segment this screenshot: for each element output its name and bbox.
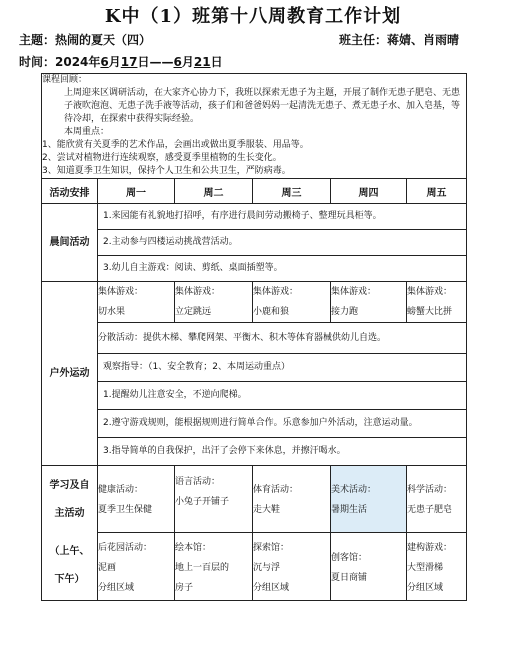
- outdoor-scatter-row: [42, 323, 467, 354]
- area-line: 探索馆：: [253, 543, 290, 553]
- game-title: 集体游戏：: [331, 287, 377, 297]
- time-sep: 日——: [137, 55, 174, 69]
- activity-title: 语言活动：: [175, 477, 221, 487]
- time-month2: 6: [173, 55, 182, 69]
- game-title: 集体游戏：: [98, 287, 144, 297]
- theme-text: 主题：热闹的夏天（四）: [19, 33, 152, 47]
- activity-title: 科学活动：: [407, 485, 453, 495]
- morning-item: 3.幼儿自主游戏：阅读、剪纸、桌面插塑等。: [103, 263, 283, 273]
- time-day1: 17: [120, 55, 138, 69]
- header-tue: 周二: [175, 179, 253, 204]
- outdoor-game-mon: [98, 282, 175, 323]
- teachers-text: 班主任：蒋婧、肖雨晴: [339, 33, 460, 47]
- area-line: 房子: [175, 583, 194, 593]
- guidance-tip: 2.遵守游戏规则，能根据规则进行简单合作。乐意参加户外活动，注意运动量。: [98, 410, 466, 438]
- header-thu: 周四: [331, 179, 407, 204]
- focus-item: 2、尝试对植物进行连续观察，感受夏季里植物的生长变化。: [42, 153, 282, 163]
- learning-label-line: （上午、: [49, 546, 90, 557]
- outdoor-game-fri: [407, 282, 467, 323]
- activity-name: 夏季卫生保健: [98, 505, 153, 515]
- review-heading: 课程回顾：: [42, 75, 88, 85]
- activity-name: 暑期生活: [331, 505, 368, 515]
- game-name: 立定跳远: [175, 307, 212, 317]
- page-title: K中（1）班第十八周教育工作计划: [104, 6, 402, 27]
- morning-item: 1.来园能有礼貌地打招呼，有序进行晨间劳动搬椅子、整理玩具柜等。: [98, 204, 466, 230]
- guidance-tip: 1.提醒幼儿注意安全，不逆向爬梯。: [98, 382, 466, 410]
- activity-name: 走大鞋: [253, 505, 281, 515]
- game-name: 接力跑: [331, 307, 359, 317]
- area-line: 创客馆：: [331, 553, 368, 563]
- area-row: [42, 533, 467, 601]
- area-line: 绘本馆：: [175, 543, 212, 553]
- learning-label: [42, 466, 98, 601]
- time-row: [19, 53, 223, 70]
- outdoor-label: 户外运动: [42, 282, 98, 466]
- outdoor-guidance-cell: [98, 354, 467, 466]
- spacer: [42, 528, 97, 538]
- focus-item: 3、知道夏季卫生知识，保持个人卫生和公共卫生，严防病毒。: [42, 166, 291, 176]
- activity-title: 健康活动：: [98, 485, 144, 495]
- time-day2: 21: [193, 55, 211, 69]
- area-line: 大型滑梯: [407, 563, 444, 573]
- review-cell: [42, 74, 467, 179]
- area-mon: [98, 533, 175, 601]
- morning-cell: [98, 204, 467, 282]
- focus-item: 1、能欣赏有关夏季的艺术作品，会画出或做出夏季服装、用品等。: [42, 140, 309, 150]
- learning-wed: [253, 466, 331, 533]
- time-month-label2: 月: [181, 55, 194, 69]
- game-title: 集体游戏：: [407, 287, 453, 297]
- learning-label-line: 学习及自: [49, 480, 90, 491]
- game-title: 集体游戏：: [175, 287, 221, 297]
- meta-row: [19, 31, 489, 48]
- game-title: 集体游戏：: [253, 287, 299, 297]
- learning-label-line: 下午）: [54, 574, 85, 585]
- area-thu: [331, 533, 407, 601]
- area-line: 夏日商铺: [331, 573, 368, 583]
- area-fri: [407, 533, 467, 601]
- area-line: 泥画: [98, 563, 117, 573]
- focus-heading: 本周重点：: [64, 127, 110, 137]
- time-end: 日: [210, 55, 223, 69]
- review-row: [42, 74, 467, 179]
- area-line: 分组区域: [407, 583, 444, 593]
- game-name: 螃蟹大比拼: [407, 307, 453, 317]
- learning-thu: [331, 466, 407, 533]
- learning-mon: [98, 466, 175, 533]
- review-paragraph: 上周迎来区调研活动，在大家齐心协力下，我班以探索无患子为主题，开展了制作无患子肥皂、无患子液吹泡泡、无患子洗手液等活动，孩子们和爸爸妈妈一起清洗无患子、煮无患子水、加入皂基，等待冷却，在探索中获得实际经验。: [64, 88, 461, 124]
- learning-tue: [175, 466, 253, 533]
- time-month1: 6: [100, 55, 109, 69]
- outdoor-game-thu: [331, 282, 407, 323]
- outdoor-scatter: 分散活动：提供木梯、攀爬网架、平衡木、积木等体育器械供幼儿自选。: [98, 323, 467, 354]
- header-activity: 活动安排: [42, 179, 98, 204]
- morning-row: [42, 204, 467, 282]
- plan-table: [41, 73, 467, 601]
- area-line: 分组区域: [98, 583, 135, 593]
- outdoor-game-wed: [253, 282, 331, 323]
- learning-fri: [407, 466, 467, 533]
- guidance-tip: 3.指导简单的自我保护，出汗了会停下来休息，并擦汗喝水。: [103, 446, 346, 456]
- activity-name: 无患子肥皂: [407, 505, 453, 515]
- activity-title: 美术活动：: [331, 485, 377, 495]
- area-line: 地上一百层的: [175, 563, 230, 573]
- time-month-label1: 月: [108, 55, 121, 69]
- game-name: 切水果: [98, 307, 126, 317]
- table-header-row: [42, 179, 467, 204]
- outdoor-games-row: [42, 282, 467, 323]
- header-mon: 周一: [98, 179, 175, 204]
- guidance-heading: 观察指导：（1、安全教育；2、本周运动重点）: [98, 354, 466, 382]
- area-line: 分组区域: [253, 583, 290, 593]
- area-tue: [175, 533, 253, 601]
- morning-item: 2.主动参与四楼运动挑战营活动。: [98, 230, 466, 256]
- area-line: 沉与浮: [253, 563, 281, 573]
- outdoor-guidance-row: [42, 354, 467, 466]
- morning-label: 晨间活动: [42, 204, 98, 282]
- area-line: 建构游戏：: [407, 543, 453, 553]
- header-wed: 周三: [253, 179, 331, 204]
- activity-name: 小兔子开铺子: [175, 497, 230, 507]
- game-name: 小鹿和狼: [253, 307, 290, 317]
- activity-title: 体育活动：: [253, 485, 299, 495]
- header-fri: 周五: [407, 179, 467, 204]
- outdoor-game-tue: [175, 282, 253, 323]
- area-wed: [253, 533, 331, 601]
- learning-row: [42, 466, 467, 533]
- time-prefix: 时间：2024年: [19, 55, 101, 69]
- area-line: 后花园活动：: [98, 543, 153, 553]
- learning-label-line: 主活动: [54, 508, 85, 519]
